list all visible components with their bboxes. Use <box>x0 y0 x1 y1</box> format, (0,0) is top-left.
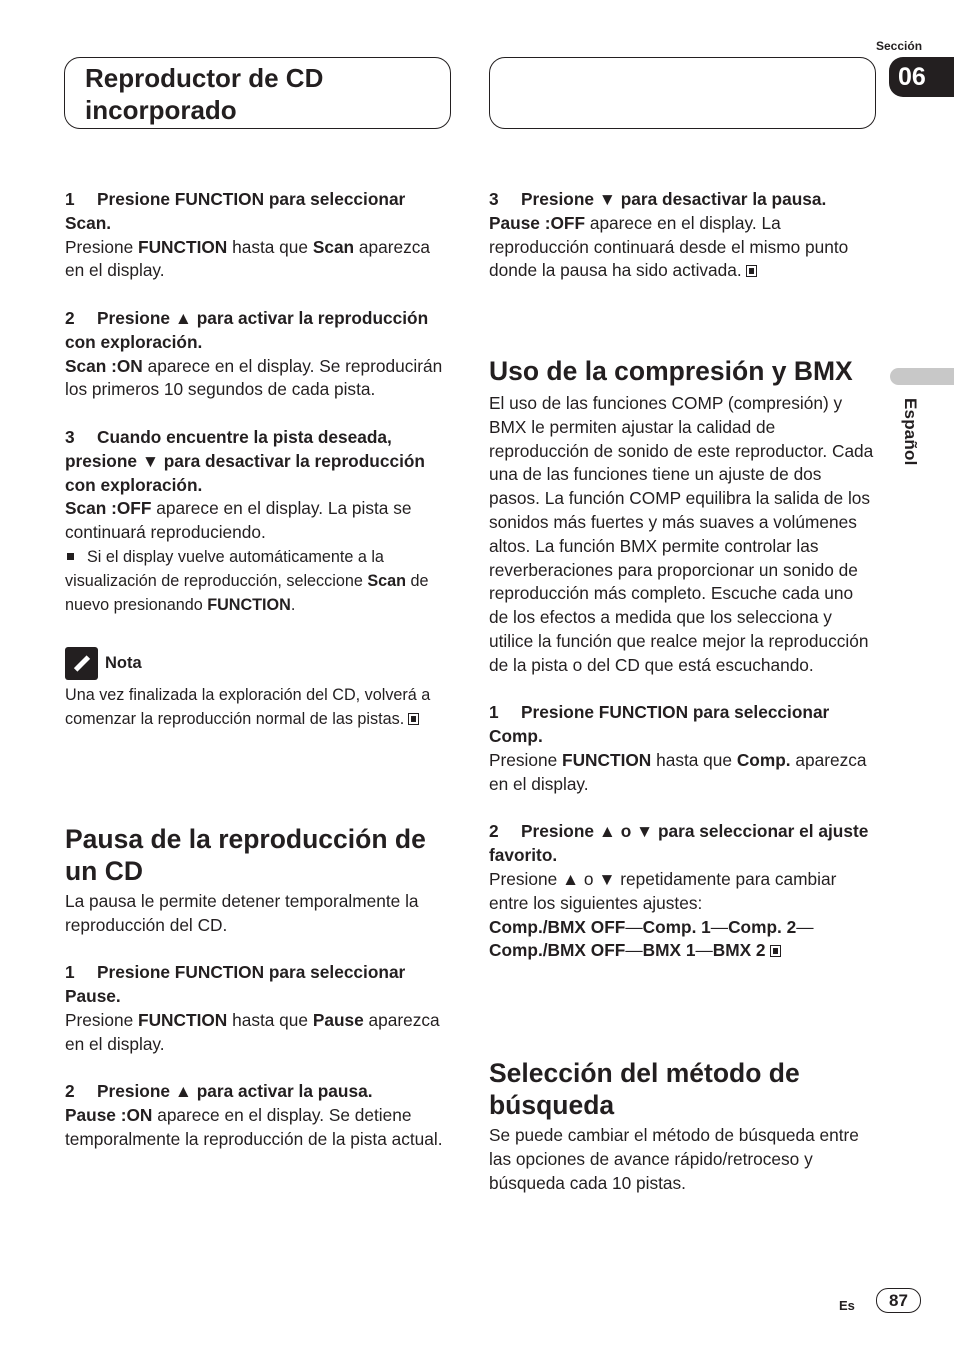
setting-comp-1: Comp. 1 <box>642 916 711 937</box>
bullet-note <box>65 545 451 617</box>
text-run: . <box>290 595 296 614</box>
step-number: 3 <box>489 189 499 209</box>
step-scan-1 <box>65 188 451 236</box>
text-run-bold: Comp. <box>736 749 791 770</box>
text-run-bold: Scan :OFF <box>65 498 152 519</box>
pencil-note-icon <box>65 647 98 680</box>
step-scan-1-text <box>65 236 451 284</box>
section-number-badge: 06 <box>889 57 954 97</box>
text-run: aparece en el display. Se reproducirán los primeros 10 segundos de cada pista. <box>65 355 443 400</box>
step-number: 1 <box>489 702 499 723</box>
dash-separator: — <box>695 940 713 961</box>
dash-separator: — <box>710 916 729 937</box>
setting-comp-bmx-off: Comp./BMX OFF <box>489 940 626 961</box>
text-run-bold: Pause <box>312 1009 364 1030</box>
end-mark-icon <box>408 713 419 725</box>
text-run: hasta que <box>227 1009 313 1030</box>
nota-header <box>65 647 451 681</box>
text-run: Si el display vuelve automáticamente a la visualización de reproducción, seleccione <box>65 547 384 590</box>
search-heading: Selección del método de búsqueda <box>489 1058 800 1120</box>
step-title: Presione FUNCTION para seleccionar Comp. <box>489 702 830 747</box>
step-title: Presione ▲ o ▼ para seleccionar el ajuste favorito. <box>489 821 869 866</box>
step-pause-2 <box>65 1080 451 1104</box>
pause-intro: La pausa le permite detener temporalmente la reproducción del CD. <box>65 891 419 935</box>
text-run: hasta que <box>227 236 313 257</box>
text-run-bold: Scan <box>312 236 355 257</box>
step-scan-2-text <box>65 355 451 403</box>
step-title: Presione ▼ para desactivar la pausa. <box>521 189 827 209</box>
step-pause-3 <box>489 188 875 212</box>
text-run: aparece en el display. La reproducción continuará desde el mismo punto donde la pausa ha sido activada. <box>489 212 849 281</box>
language-tab <box>890 368 954 385</box>
chapter-title-line1: Reproductor de CD <box>85 63 324 93</box>
text-run: aparezca en el display. <box>489 749 867 794</box>
text-run: Presione <box>65 236 139 257</box>
step-title: Presione ▲ para activar la reproducción con exploración. <box>65 307 429 352</box>
text-run: de nuevo presionando <box>65 571 429 614</box>
step-title: Presione FUNCTION para seleccionar Scan. <box>65 189 406 233</box>
step-scan-3 <box>65 426 451 497</box>
text-run-bold: FUNCTION <box>562 749 652 770</box>
text-run-bold: Pause :OFF <box>489 212 586 233</box>
chapter-title-line2: incorporado <box>85 95 237 125</box>
setting-comp-2: Comp. 2 <box>728 916 797 937</box>
search-section <box>489 1057 875 1195</box>
pause-heading: Pausa de la reproducción de un CD <box>65 824 426 886</box>
step-comp-2-text: Presione ▲ o ▼ repetidamente para cambiar entre los siguientes ajustes: <box>489 868 837 913</box>
step-number: 1 <box>65 189 75 209</box>
nota-text <box>65 683 451 731</box>
dash-separator: — <box>625 916 643 937</box>
section-label: Sección <box>876 39 923 53</box>
text-run: aparece en el display. Se detiene temporalmente la reproducción de la pista actual. <box>65 1105 443 1149</box>
text-run: aparece en el display. La pista se continuará reproduciendo. <box>65 498 412 543</box>
text-run-bold: Pause :ON <box>65 1105 153 1126</box>
text-run-bold: Scan :ON <box>65 355 143 376</box>
left-column <box>65 188 451 731</box>
comp-intro: El uso de las funciones COMP (compresión) y BMX le permiten ajustar la calidad de reproducción de sonido de este reproductor. Cada una de las funciones tiene un ajuste de dos pasos. La función COMP equilibra la salida de los sonidos más fuertes y más suaves a volúmenes altos. La función BMX permite controlar las reverberaciones para proporcionar un sonido de reproducción más completo. Escuche cada uno de los efectos a medida que los selecciona y utilice la función que realce mejor la reproducción de la pista o del CD que está escuchando. <box>489 393 874 675</box>
chapter-title <box>85 62 445 126</box>
step-pause-1 <box>65 961 451 1009</box>
page-number: 87 <box>876 1288 921 1313</box>
step-number: 2 <box>65 1081 75 1102</box>
text-run-bold: FUNCTION <box>138 236 228 257</box>
text-run: aparezca en el display. <box>65 236 431 281</box>
language-label: Español <box>901 398 920 466</box>
step-comp-2 <box>489 820 875 868</box>
step-pause-3-text <box>489 212 875 283</box>
setting-bmx-1: BMX 1 <box>642 940 696 961</box>
step-number: 1 <box>65 962 75 983</box>
step-scan-2 <box>65 307 451 355</box>
step-number: 3 <box>65 426 75 447</box>
step-title: Cuando encuentre la pista deseada, presione ▼ para desactivar la reproducción con exploración. <box>65 426 425 495</box>
footer-lang-code: Es <box>839 1298 855 1313</box>
search-intro: Se puede cambiar el método de búsqueda entre las opciones de avance rápido/retroceso y búsqueda cada 10 pistas. <box>489 1125 859 1193</box>
text-run-bold: FUNCTION <box>207 595 291 614</box>
end-mark-icon <box>746 265 757 277</box>
step-pause-2-text <box>65 1104 451 1152</box>
right-column-top <box>489 188 875 283</box>
step-title: Presione ▲ para activar la pausa. <box>97 1081 373 1102</box>
step-comp-1 <box>489 701 875 749</box>
header-right-box <box>489 57 876 129</box>
pause-section <box>65 823 451 1152</box>
dash-separator: — <box>625 940 643 961</box>
dash-separator: — <box>796 916 814 937</box>
text-run-bold: FUNCTION <box>138 1009 228 1030</box>
nota-label: Nota <box>105 654 142 673</box>
step-pause-1-text <box>65 1009 451 1057</box>
text-run: aparezca en el display. <box>65 1009 440 1054</box>
text-run: Presione <box>489 749 563 770</box>
step-number: 2 <box>65 307 75 328</box>
text-run: Una vez finalizada la exploración del CD, volverá a comenzar la reproducción normal de las pistas. <box>65 685 431 728</box>
step-comp-1-text <box>489 749 875 797</box>
end-mark-icon <box>770 945 781 957</box>
step-scan-3-text <box>65 497 451 545</box>
setting-comp-bmx-off: Comp./BMX OFF <box>489 916 626 937</box>
comp-section <box>489 355 875 963</box>
bullet-square-icon <box>67 553 74 560</box>
step-title: Presione FUNCTION para seleccionar Pause. <box>65 962 406 1007</box>
text-run: hasta que <box>651 749 737 770</box>
comp-heading: Uso de la compresión y BMX <box>489 356 853 386</box>
step-number: 2 <box>489 821 499 842</box>
settings-sequence <box>489 916 875 964</box>
text-run: Presione <box>65 1009 139 1030</box>
setting-bmx-2: BMX 2 <box>712 940 766 961</box>
text-run-bold: Scan <box>367 571 407 590</box>
